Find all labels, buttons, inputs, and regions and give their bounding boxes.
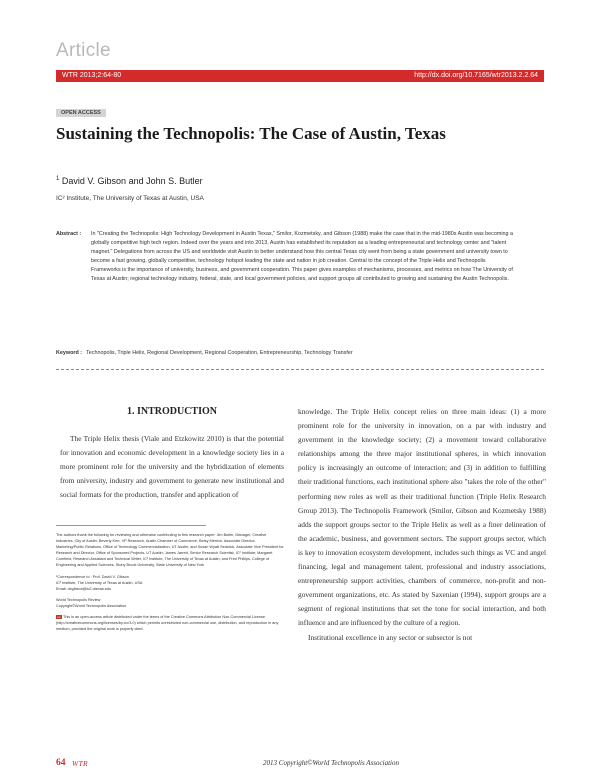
footnote-rule: [56, 525, 206, 526]
keywords-block: [56, 350, 544, 356]
footnotes-block: [56, 532, 284, 632]
citation-text: WTR 2013;2:64-80: [62, 72, 122, 79]
author-names: David V. Gibson and John S. Butler: [61, 176, 203, 186]
author-affiliation: IC² Institute, The University of Texas at Austin, USA: [56, 195, 204, 202]
footnote-journal-2: Copyright©World Technopolis Association: [56, 603, 127, 608]
keywords-text: Technopolis, Triple Helix, Regional Development, Regional Cooperation, Entrepreneurship, Technology Transfer: [86, 350, 353, 356]
footnote-license: [56, 614, 284, 632]
footnote-correspondence-2: IC² Institute, The University of Texas at Austin, USA: [56, 580, 143, 585]
footnote-thanks: The authors thank the following for reviewing and otherwise contributing to this research paper: Jim Butler, Manager, Creative Industries, City of Austin; Beverly Kerr, VP Research, Austin Chamber of Commerce; Betsy Merrick, Associate Director, Marketing/Public Relations, Office of Technology Commercialization, UT Austin; and Susan Wyatt Sedwick, Associate Vice President for Research and Director, Office of Sponsored Projects, UT Austin; James Jarrett, Senior Research Scientist, IC² Institute; Margaret Cornfield, Research Assistant and Technical Writer, IC² Institute, The University of Texas at Austin; and Fred Phillips, College of Engineering and Applied Sciences, Stony Brook University, State University of New York: [56, 533, 284, 568]
introduction-heading: 1. INTRODUCTION: [126, 406, 217, 417]
journal-header-bar: [56, 70, 544, 82]
intro-right-column: [298, 405, 546, 645]
author-marker: 1: [56, 176, 60, 182]
keywords-heading: Keyword :: [56, 350, 83, 356]
page-footer: [56, 758, 544, 772]
footnote-correspondence-3[interactable]: Email: dvgibson@ic2.utexas.edu: [56, 586, 112, 591]
abstract-text: In "Creating the Technopolis: High Technology Development in Austin Texas," Smilor, Kozmetsky, and Gibson (1988) make the case that in the mid-1980s Austin was becoming a globally competitive high tech region. Indeed over the years and into 2013, Austin has established its reputation as a leading entrepreneurial and technology center and "talent magnet." Delegations from across the US and worldwide visit Austin to better understand how this central Texas city went from being a state government and university town to become a fast growing, globally competitive, technology hotspot leading the state and nation in job creation. Central to the concept of the Triple Helix and Technopolis Frameworks is the importance of university, business, and government cooperation. This paper gives examples of mechanisms, processes, and metrics on how The University of Texas at Austin; regional technology industry, federal, state, and local government policies, and support groups all contributed to growing and sustaining the Austin Technopolis.: [91, 231, 514, 283]
article-title: Sustaining the Technopolis: The Case of Austin, Texas: [56, 124, 446, 143]
creative-commons-icon: cc: [57, 615, 61, 620]
author-line: [56, 176, 203, 186]
doi-link[interactable]: http://dx.doi.org/10.7165/wtr2013.2.2.64: [414, 72, 538, 79]
article-type-label: Article: [56, 40, 111, 61]
abstract-heading: Abstract :: [56, 231, 82, 237]
page-number: 64: [56, 758, 66, 768]
section-divider: [56, 369, 544, 370]
footnote-journal-1: World Technopolis Review: [56, 597, 101, 602]
footnote-correspondence-1: ¹Correspondence to : Prof. David V. Gibson: [56, 574, 129, 579]
intro-right-paragraph-2: Institutional excellence in any sector or subsector is not: [308, 632, 473, 642]
intro-right-paragraph-1: knowledge. The Triple Helix concept relies on three main ideas: (1) a more prominent role for the university in innovation, on a par with industry and government in the knowledge society; (2) a movement toward collaborative relationships among the three major institutional spheres, in which innovation policy is increasingly an outcome of interaction; and (3) in addition to fulfilling their traditional functions, each institutional sphere also "takes the role of the other" performing new roles as well as their traditional function (Triple Helix Research Group 2013). The Technopolis Framework (Smilor, Gibson and Kozmetsky 1988) adds the support groups sector to the Triple Helix as well as a finer delineation of the academic, business, and government sectors. The support groups sector, which is key to innovation ecosystem development, includes such things as VC and angel financing, legal and management talent, professional and industry associations, entrepreneurship support activities, chambers of commerce, non-profit and non-government organizations, etc. As stated by Saxenian (1994), support groups are a segment of regional institutions that set the tone for social interaction, and both influence and are influenced by the culture of a region.: [298, 407, 546, 628]
footer-copyright: 2013 Copyright©World Technopolis Association: [263, 759, 399, 767]
intro-left-column: The Triple Helix thesis (Viale and Etzkowitz 2010) is that the potential for innovation and economic development in a knowledge society lies in a more prominent role for the university and the hybridization of elements from university, industry and government to generate new institutional and social formats for the production, transfer and application of: [60, 434, 284, 500]
open-access-badge: OPEN ACCESS: [56, 109, 106, 117]
journal-logo: WTR: [72, 759, 88, 768]
license-text: This is an open-access article distributed under the terms of the Creative Commons Attribution Non-Commercial License (http://creativecommons.org/licenses/by-nc/3.0) which permits unrestricted non-commercial use, distribution, and reproduction in any medium, provided the original work is properly cited.: [56, 615, 279, 632]
